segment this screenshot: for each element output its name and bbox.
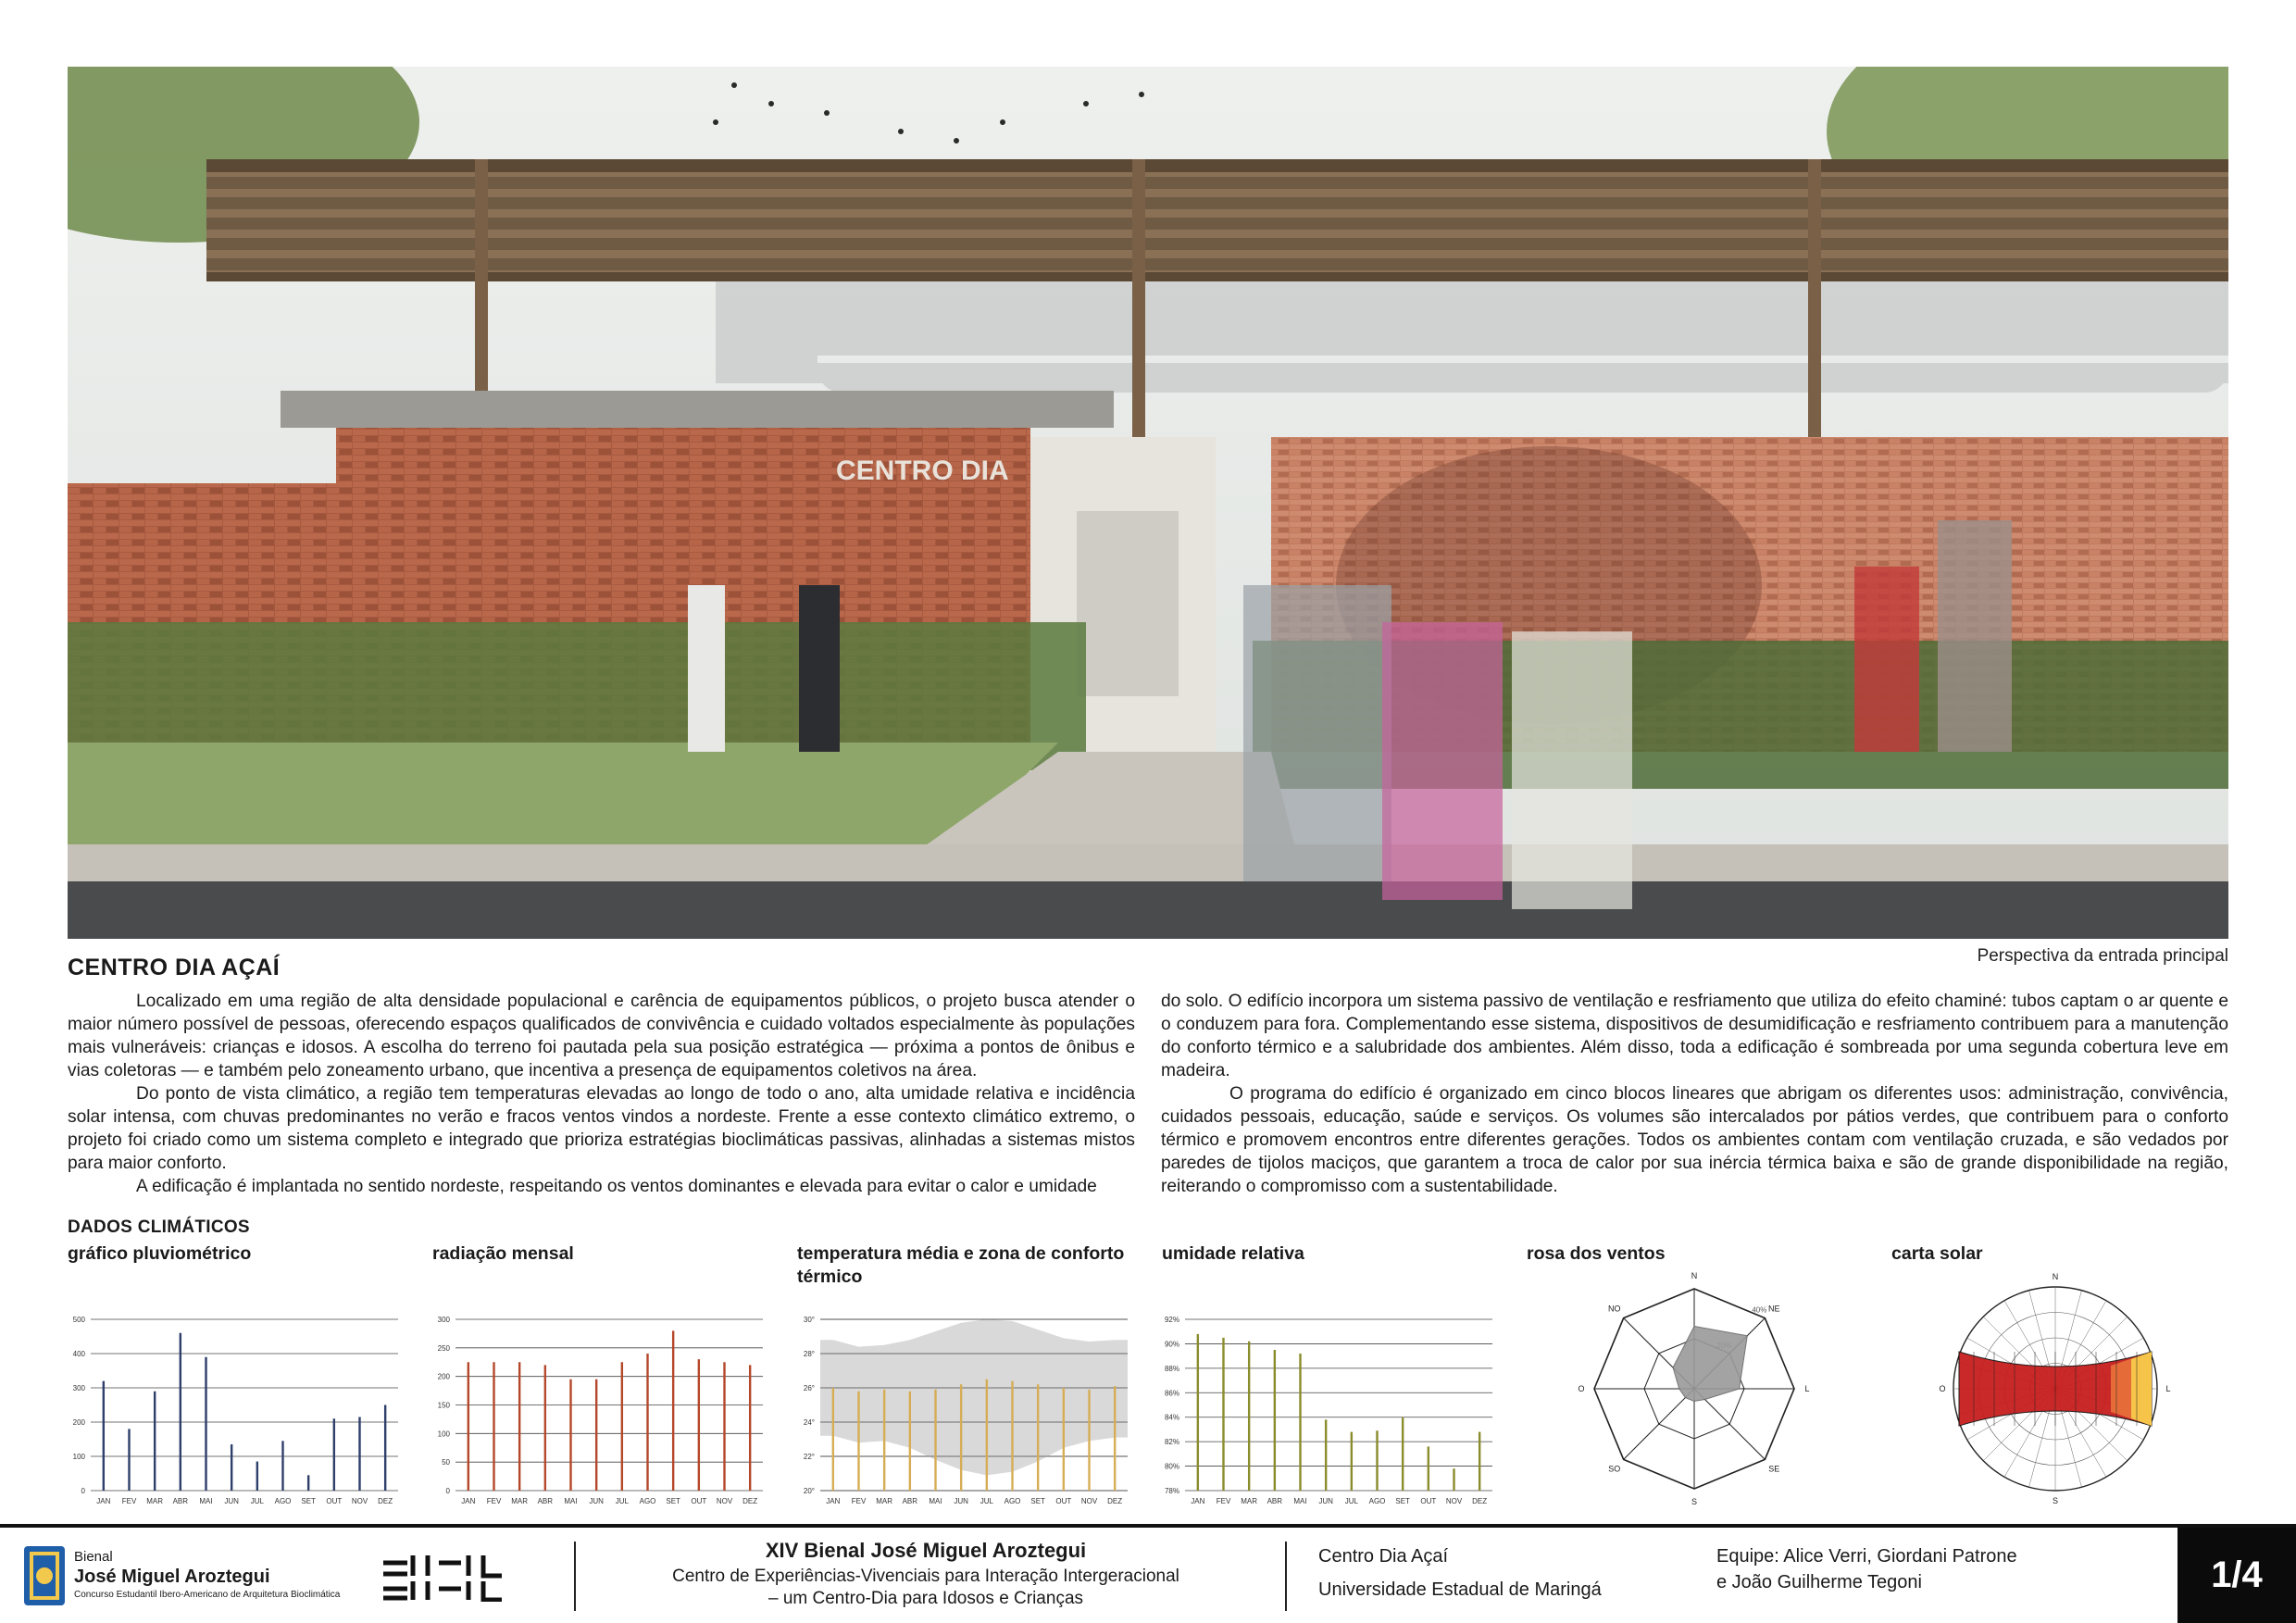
footer (0, 1528, 2296, 1623)
x-tick-label: MAI (564, 1497, 578, 1505)
y-tick-label: 200 (72, 1418, 85, 1427)
y-tick-label: 0 (81, 1487, 85, 1495)
direction-label-no: NO (1607, 1304, 1621, 1314)
x-tick-label: NOV (716, 1497, 733, 1505)
x-tick-label: SET (1395, 1497, 1410, 1505)
direction-label-s: S (1691, 1497, 1698, 1506)
y-tick-label: 78% (1164, 1487, 1179, 1495)
page-title: CENTRO DIA AÇAÍ (68, 955, 281, 980)
y-tick-label: 250 (437, 1343, 450, 1353)
y-tick-label: 26° (803, 1384, 815, 1392)
y-tick-label: 92% (1164, 1316, 1179, 1324)
x-tick-label: FEV (1216, 1497, 1231, 1505)
temperature-chart-svg (783, 1305, 1135, 1518)
direction-label-s: S (2052, 1496, 2059, 1505)
y-tick-label: 80% (1164, 1462, 1179, 1471)
body-paragraph-3: A edificação é implantada no sentido nordeste, respeitando os ventos dominantes e elevada para evitar o calor e umidade (136, 1177, 1097, 1196)
x-tick-label: DEZ (1107, 1497, 1123, 1505)
direction-label-l: L (2165, 1384, 2171, 1393)
radiation-chart (418, 1305, 770, 1518)
x-tick-label: SET (1030, 1497, 1045, 1505)
event-subtitle-line1: Centro de Experiências-Vivenciais para Interação Intergeracional (672, 1567, 1179, 1586)
sun-path-hot-zone (2131, 1352, 2152, 1426)
bienal-subtitle: Concurso Estudantil Ibero-Americano de Arquitetura Bioclimática (74, 1590, 341, 1600)
comfort-zone-band (820, 1319, 1128, 1475)
humidity-chart-svg (1148, 1305, 1500, 1518)
rainfall-chart-svg (54, 1305, 406, 1518)
x-tick-label: JUL (250, 1497, 264, 1505)
footer-separator (574, 1542, 576, 1611)
event-title: XIV Bienal José Miguel Aroztegui (765, 1539, 1087, 1562)
y-tick-label: 86% (1164, 1389, 1179, 1398)
y-tick-label: 200 (437, 1372, 450, 1381)
x-tick-label: JUN (589, 1497, 604, 1505)
radiation-chart-title: radiação mensal (432, 1243, 574, 1264)
direction-label-se: SE (1768, 1464, 1780, 1474)
x-tick-label: JAN (461, 1497, 476, 1505)
radiation-chart-svg (418, 1305, 770, 1518)
x-tick-label: DEZ (1472, 1497, 1488, 1505)
university-name: Universidade Estadual de Maringá (1318, 1579, 1602, 1600)
x-tick-label: NOV (1080, 1497, 1098, 1505)
direction-label-o: O (1939, 1384, 1946, 1393)
x-tick-label: AGO (1004, 1497, 1021, 1505)
x-tick-label: MAI (929, 1497, 942, 1505)
x-tick-label: ABR (172, 1497, 189, 1505)
y-tick-label: 82% (1164, 1438, 1179, 1447)
wind-rose-spoke (1624, 1389, 1694, 1459)
x-tick-label: AGO (1368, 1497, 1386, 1505)
wind-rose-svg (1555, 1259, 1833, 1518)
event-subtitle-line2: – um Centro-Dia para Idosos e Crianças (767, 1589, 1084, 1608)
rain-chart-title: gráfico pluviométrico (68, 1243, 252, 1264)
team-line-2: e João Guilherme Tegoni (1716, 1572, 1922, 1592)
y-tick-label: 28° (803, 1350, 815, 1358)
project-name: Centro Dia Açaí (1318, 1546, 1449, 1567)
y-tick-label: 0 (445, 1487, 450, 1495)
x-tick-label: JAN (1191, 1497, 1205, 1505)
x-tick-label: FEV (121, 1497, 137, 1505)
encac-logo-icon (380, 1550, 517, 1602)
wind-frequency-polygon (1673, 1327, 1747, 1402)
x-tick-label: JUL (615, 1497, 629, 1505)
x-tick-label: OUT (326, 1497, 343, 1505)
bienal-name: José Miguel Aroztegui (74, 1567, 270, 1587)
climate-data-heading: DADOS CLIMÁTICOS (68, 1217, 250, 1237)
y-tick-label: 300 (72, 1384, 85, 1392)
hero-caption: Perspectiva da entrada principal (1977, 946, 2228, 966)
x-tick-label: OUT (1055, 1497, 1072, 1505)
x-tick-label: MAI (199, 1497, 213, 1505)
building-perspective-illustration (68, 67, 2228, 939)
hero-render-image (68, 67, 2228, 939)
y-tick-label: 90% (1164, 1340, 1179, 1349)
x-tick-label: MAR (146, 1497, 164, 1505)
sun-path-chart-title: carta solar (1891, 1243, 1983, 1264)
y-tick-label: 24° (803, 1418, 815, 1427)
y-tick-label: 300 (437, 1316, 450, 1324)
x-tick-label: JUN (954, 1497, 968, 1505)
temperature-chart-title: temperatura média e zona de conforto térmico (797, 1243, 1125, 1287)
humidity-chart-title: umidade relativa (1162, 1243, 1304, 1264)
ring-label: 40% (1752, 1305, 1767, 1315)
y-tick-label: 500 (72, 1316, 85, 1324)
direction-label-o: O (1578, 1384, 1585, 1393)
x-tick-label: NOV (351, 1497, 368, 1505)
page-number: 1/4 (2177, 1528, 2296, 1623)
sun-path-chart (1926, 1259, 2203, 1518)
x-tick-label: ABR (1267, 1497, 1283, 1505)
y-tick-label: 100 (437, 1429, 450, 1439)
body-paragraph-3-continued: do solo. O edifício incorpora um sistema passivo de ventilação e resfriamento que utiliza do efeito chaminé: tubos captam o ar quente e o conduzem para fora. Complementando esse sistema, dispositivos de desumidificação e resfriamento contribuem para a manutenção do conforto térmico e a salubridade dos ambientes. Além disso, toda a edificação é sombreada por uma segunda cobertura leve em madeira. (1161, 992, 2228, 1080)
x-tick-label: AGO (639, 1497, 656, 1505)
x-tick-label: JAN (96, 1497, 111, 1505)
x-tick-label: OUT (1420, 1497, 1437, 1505)
direction-label-n: N (1691, 1271, 1698, 1280)
x-tick-label: ABR (902, 1497, 918, 1505)
body-paragraph-4: O programa do edifício é organizado em cinco blocos lineares que abrigam os diferentes usos: administração, convivência, cuidados pessoais, educação, saúde e serviços. Os volumes são intercalados por pátios verdes, que contribuem para o conforto térmico e promovem encontros entre diferentes gerações. Todos os ambientes contam com ventilação cruzada, e são vedados por paredes de tijolos maciços, que garantem a troca de calor por sua inércia térmica baixa e são de grande disponibilidade na região, reiterando o compromisso com a sustentabilidade. (1161, 1084, 2228, 1196)
x-tick-label: MAR (876, 1497, 893, 1505)
x-tick-label: DEZ (378, 1497, 393, 1505)
x-tick-label: MAR (1241, 1497, 1258, 1505)
building-sign: CENTRO DIA (836, 456, 1009, 486)
y-tick-label: 100 (72, 1453, 85, 1461)
bienal-logo-icon (24, 1546, 65, 1605)
x-tick-label: JUN (1318, 1497, 1333, 1505)
sun-path-svg (1926, 1259, 2203, 1518)
x-tick-label: JUL (1344, 1497, 1358, 1505)
x-tick-label: OUT (691, 1497, 707, 1505)
y-tick-label: 30° (803, 1316, 815, 1324)
x-tick-label: NOV (1445, 1497, 1463, 1505)
wind-rose-chart (1555, 1259, 1833, 1518)
x-tick-label: JUN (224, 1497, 239, 1505)
team-line-1: Equipe: Alice Verri, Giordani Patrone (1716, 1546, 2017, 1567)
y-tick-label: 84% (1164, 1413, 1179, 1422)
y-tick-label: 50 (442, 1458, 450, 1467)
direction-label-l: L (1804, 1384, 1810, 1393)
y-tick-label: 88% (1164, 1364, 1179, 1373)
direction-label-ne: NE (1768, 1304, 1780, 1314)
body-text-right-column (1161, 990, 2228, 1198)
x-tick-label: DEZ (742, 1497, 758, 1505)
x-tick-label: ABR (537, 1497, 554, 1505)
y-tick-label: 400 (72, 1350, 85, 1358)
bienal-small-label: Bienal (74, 1549, 113, 1565)
x-tick-label: MAR (511, 1497, 529, 1505)
humidity-chart (1148, 1305, 1500, 1518)
x-tick-label: SET (666, 1497, 680, 1505)
footer-separator (1285, 1542, 1287, 1611)
x-tick-label: FEV (486, 1497, 502, 1505)
direction-label-n: N (2052, 1272, 2059, 1281)
y-tick-label: 22° (803, 1453, 815, 1461)
x-tick-label: JUL (980, 1497, 993, 1505)
x-tick-label: MAI (1293, 1497, 1307, 1505)
x-tick-label: SET (301, 1497, 316, 1505)
x-tick-label: AGO (274, 1497, 292, 1505)
wind-rose-title: rosa dos ventos (1527, 1243, 1666, 1264)
direction-label-so: SO (1608, 1464, 1621, 1474)
rainfall-chart (54, 1305, 406, 1518)
x-tick-label: FEV (851, 1497, 867, 1505)
body-paragraph-2: Do ponto de vista climático, a região tem temperaturas elevadas ao longo de todo o ano, alta umidade relativa e incidência solar intensa, com chuvas predominantes no verão e fracos ventos vindos a nordeste. Frente a esse contexto climático extremo, o projeto foi criado como um sistema completo e integrado que prioriza estratégias bioclimáticas passivas, alinhadas a sistemas mistos para maior conforto. (68, 1084, 1135, 1173)
temperature-chart (783, 1305, 1135, 1518)
y-tick-label: 20° (803, 1487, 815, 1495)
y-tick-label: 150 (437, 1401, 450, 1410)
x-tick-label: JAN (826, 1497, 841, 1505)
body-text-left-column (68, 990, 1135, 1198)
body-paragraph-1: Localizado em uma região de alta densidade populacional e carência de equipamentos públicos, o projeto busca atender o maior número possível de pessoas, oferecendo espaços qualificados de convivência e cuidado voltados especialmente às populações mais vulneráveis: crianças e idosos. A escolha do terreno foi pautada pela sua posição estratégica — próxima a pontos de ônibus e vias coletoras — e também pelo zoneamento urbano, que incentiva a presença de equipamentos coletivos na área. (68, 992, 1135, 1080)
